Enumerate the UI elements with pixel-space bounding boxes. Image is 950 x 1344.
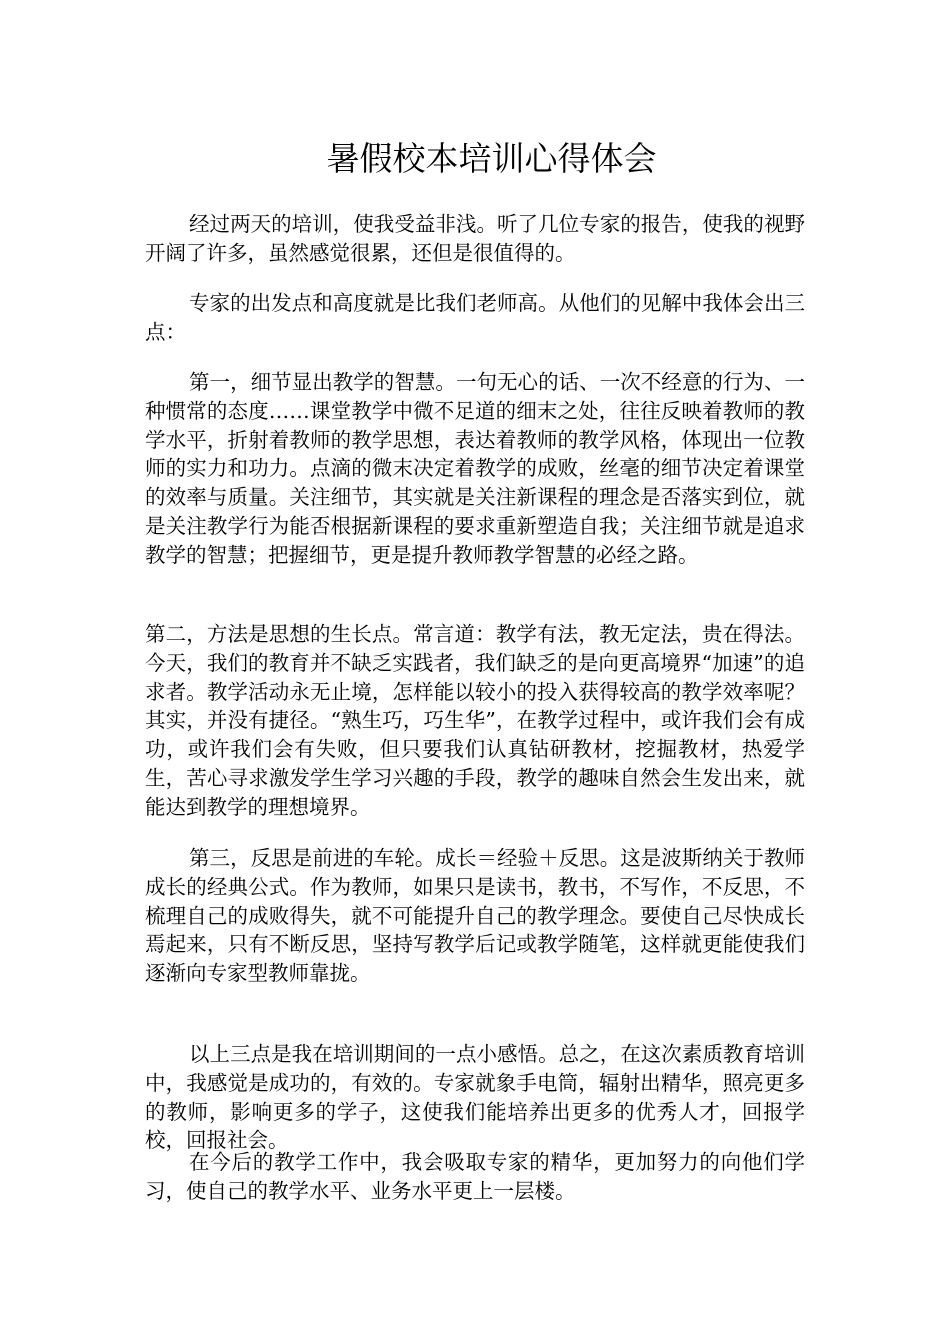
document-title: 暑假校本培训心得体会 [326, 139, 657, 178]
paragraph-point-one: 第一，细节显出教学的智慧。一句无心的话、一次不经意的行为、一种惯常的态度……课堂教学中微不足道的细末之处，往往反映着教师的教学水平，折射着教师的教学思想，表达着教师的教学风格，体现出一位教师的实力和功力。点滴的微末决定着教学的成败，丝毫的细节决定着课堂的效率与质量。关注细节，其实就是关注新课程的理念是否落实到位，就是关注教学行为能否根据新课程的要求重新塑造自我；关注细节就是追求教学的智慧；把握细节，更是提升教师教学智慧的必经之路。 [145, 370, 805, 567]
paragraph-point-two: 第二，方法是思想的生长点。常言道：教学有法，教无定法，贵在得法。今天，我们的教育并不缺乏实践者，我们缺乏的是向更高境界“加速”的追求者。教学活动永无止境，怎样能以较小的投入获得较高的教学效率呢？其实，并没有捷径。“熟生巧，巧生华”，在教学过程中，或许我们会有成功，或许我们会有失败，但只要我们认真钻研教材，挖掘教材，热爱学生，苦心寻求激发学生学习兴趣的手段，教学的趣味自然会生发出来，就能达到教学的理想境界。 [145, 622, 805, 819]
paragraph-conclusion: 在今后的教学工作中，我会吸取专家的精华，更加努力的向他们学习，使自己的教学水平、业务水平更上一层楼。 [145, 1150, 805, 1203]
paragraph-intro: 经过两天的培训，使我受益非浅。听了几位专家的报告，使我的视野开阔了许多，虽然感觉很累，还但是很值得的。 [145, 212, 805, 265]
paragraph-experts: 专家的出发点和高度就是比我们老师高。从他们的见解中我体会出三点： [145, 291, 805, 344]
paragraph-summary: 以上三点是我在培训期间的一点小感悟。总之，在这次素质教育培训中，我感觉是成功的，有效的。专家就象手电筒，辐射出精华，照亮更多的教师，影响更多的学子，这使我们能培养出更多的优秀人才，回报学校，回报社会。 [145, 1042, 805, 1153]
paragraph-point-three: 第三，反思是前进的车轮。成长＝经验＋反思。这是波斯纳关于教师成长的经典公式。作为教师，如果只是读书，教书，不写作，不反思，不梳理自己的成败得失，就不可能提升自己的教学理念。要使自己尽快成长焉起来，只有不断反思，坚持写教学后记或教学随笔，这样就更能使我们逐渐向专家型教师靠拢。 [145, 846, 805, 986]
